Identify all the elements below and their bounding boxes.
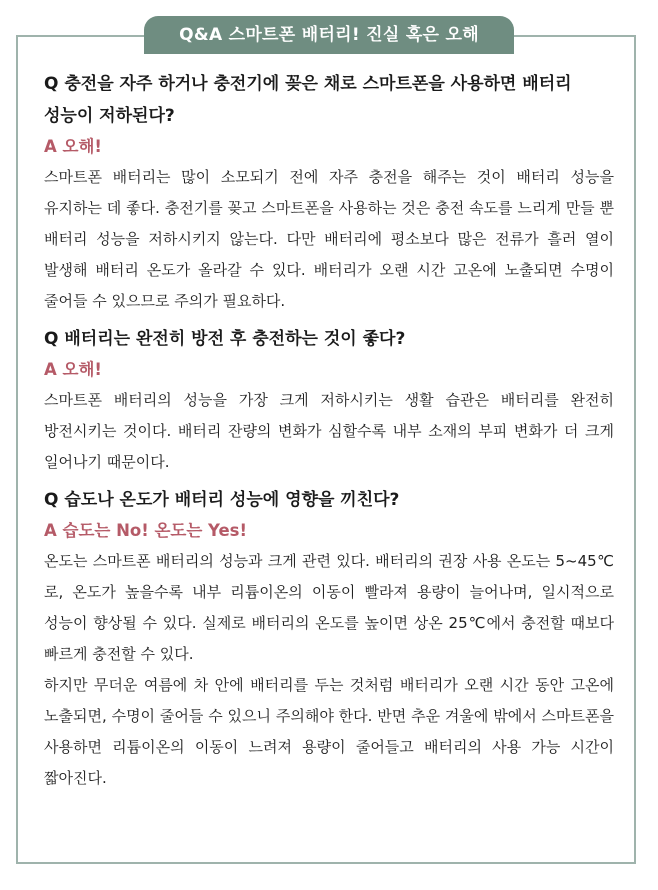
answer-3: A 습도는 No! 온도는 Yes! <box>44 521 248 540</box>
qa-section-3 <box>44 484 614 794</box>
explanation-3b: 하지만 무더운 여름에 차 안에 배터리를 두는 것처럼 배터리가 오랜 시간 동안 고온에 노출되면, 수명이 줄어들 수 있으니 주의해야 한다. 반면 추운 겨울에 밖에서 스마트폰을 사용하면 리튬이온의 이동이 느려져 용량이 줄어들고 배터리의 사용 가능 시간이 짧아진다. <box>44 676 614 787</box>
answer-1: A 오해! <box>44 137 102 156</box>
explanation-1: 스마트폰 배터리는 많이 소모되기 전에 자주 충전을 해주는 것이 배터리 성능을 유지하는 데 좋다. 충전기를 꽂고 스마트폰을 사용하는 것은 충전 속도를 느리게 만들 뿐 배터리 성능을 저하시키지 않는다. 다만 배터리에 평소보다 많은 전류가 흘러 열이 발생해 배터리 온도가 올라갈 수 있다. 배터리가 오랜 시간 고온에 노출되면 수명이 줄어들 수 있으므로 주의가 필요하다. <box>44 168 614 310</box>
question-1: Q 충전을 자주 하거나 충전기에 꽂은 채로 스마트폰을 사용하면 배터리 성능이 저하된다? <box>44 74 572 126</box>
qa-content <box>44 68 614 800</box>
qa-section-1 <box>44 68 614 317</box>
explanation-3a: 온도는 스마트폰 배터리의 성능과 크게 관련 있다. 배터리의 권장 사용 온도는 5~45℃로, 온도가 높을수록 내부 리튬이온의 이동이 빨라져 용량이 늘어나며, 일시적으로 성능이 향상될 수 있다. 실제로 배터리의 온도를 높이면 상온 25℃에서 충전할 때보다 빠르게 충전할 수 있다. <box>44 552 614 663</box>
question-2: Q 배터리는 완전히 방전 후 충전하는 것이 좋다? <box>44 329 406 349</box>
page-title: Q&A 스마트폰 배터리! 진실 혹은 오해 <box>144 16 514 54</box>
explanation-2: 스마트폰 배터리의 성능을 가장 크게 저하시키는 생활 습관은 배터리를 완전히 방전시키는 것이다. 배터리 잔량의 변화가 심할수록 내부 소재의 부피 변화가 더 크게 일어나기 때문이다. <box>44 391 614 471</box>
question-3: Q 습도나 온도가 배터리 성능에 영향을 끼친다? <box>44 490 400 510</box>
qa-section-2 <box>44 323 614 478</box>
answer-2: A 오해! <box>44 360 102 379</box>
